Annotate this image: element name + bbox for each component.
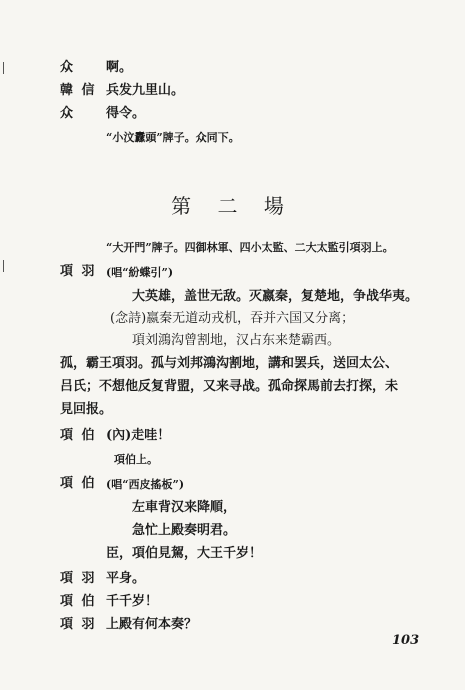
- prose-line: 吕氏；不想他反复背盟，又来寻战。孤命探馬前去打探，未: [60, 379, 399, 394]
- singing-cue: (唱“西皮搖板”): [106, 478, 185, 491]
- stage-direction: 項伯上。: [114, 453, 158, 466]
- scene-title: 第 二 場: [171, 194, 294, 218]
- speaker-label: 項 伯: [60, 594, 97, 609]
- speaker-label: 众: [60, 60, 74, 75]
- verse-line: 左車背汉来降順，: [132, 500, 237, 515]
- prose-line: 見回报。: [60, 402, 113, 417]
- dialogue-text: (內)走哇！: [106, 428, 171, 443]
- speaker-label: 項 羽: [60, 617, 97, 632]
- verse-line: 臣，項伯見駕，大王千岁！: [106, 546, 263, 561]
- stage-direction: “大开門”牌子。四御林軍、四小太監、二大太監引項羽上。: [106, 241, 394, 254]
- prose-line: 孤，霸王項羽。孤与刘邦鴻沟割地，講和罢兵，送回太公、: [60, 356, 399, 371]
- dialogue-text: 千千岁！: [106, 594, 159, 609]
- speaker-label: 韓 信: [60, 83, 97, 98]
- dialogue-text: 啊。: [106, 60, 133, 75]
- dialogue-text: 兵发九里山。: [106, 83, 185, 98]
- dialogue-text: 平身。: [106, 571, 146, 586]
- dialogue-text: 得令。: [106, 106, 146, 121]
- speaker-label: 項 伯: [60, 428, 97, 443]
- margin-mark: [3, 260, 4, 272]
- stage-direction: “小汶纛頭”牌子。众同下。: [106, 131, 240, 144]
- singing-cue: (唱“紛蝶引”): [106, 266, 174, 279]
- speaker-label: 項 羽: [60, 264, 97, 279]
- speaker-label: 众: [60, 106, 74, 121]
- verse-line: 項刘鴻沟曾割地，汉占东来楚霸西。: [132, 333, 341, 348]
- verse-line: 急忙上殿奏明君。: [132, 523, 237, 538]
- speaker-label: 項 伯: [60, 476, 97, 491]
- margin-mark: [3, 62, 4, 74]
- verse-line: 大英雄，盖世无敌。灭嬴秦，复楚地，争战华夷。: [132, 289, 419, 304]
- dialogue-text: 上殿有何本奏？: [106, 617, 198, 632]
- verse-line: (念詩)嬴秦无道动戎机，吞并六国又分离；: [110, 311, 355, 326]
- speaker-label: 項 羽: [60, 571, 97, 586]
- page-number: 103: [392, 633, 420, 648]
